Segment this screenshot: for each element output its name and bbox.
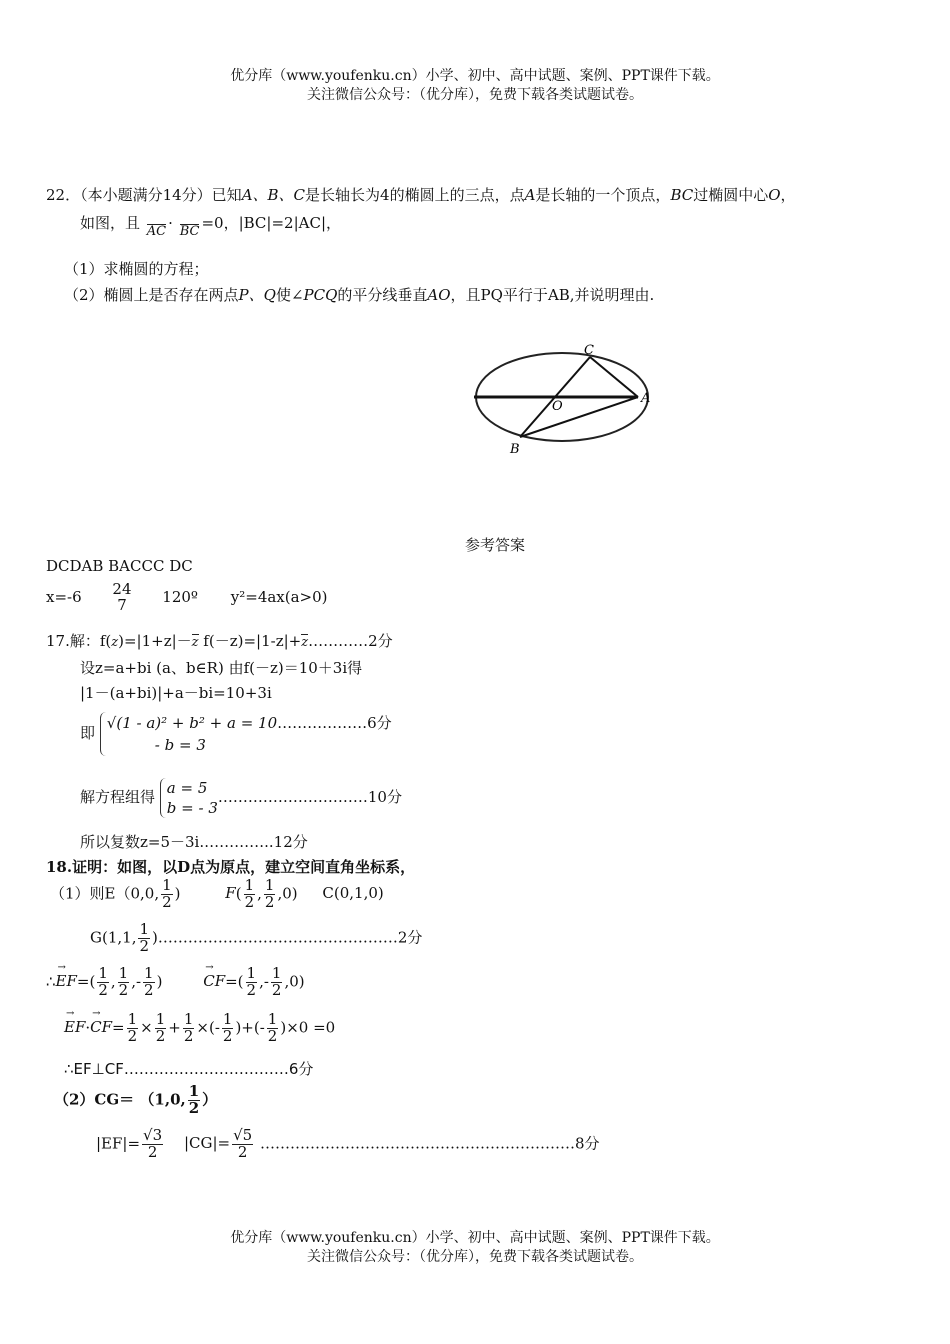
choice-answers: DCDAB BACCC DC (46, 557, 193, 575)
q22-line-2: 如图，且 AC · BC =0，|BC|=2|AC|， (80, 210, 341, 238)
fill-in-answers: x=-6 24 7 120º y²=4ax(a>0) (46, 580, 328, 614)
q18-part-2: （2）CG＝ （1,0, $\frac{1}{2}$ ） (54, 1082, 218, 1117)
q18-line-1: 18.证明：如图，以D点为原点，建立空间直角坐标系， (46, 858, 416, 876)
q22-part-1: （1）求椭圆的方程； (64, 260, 209, 278)
q18-coords-1: （1）则E（0,0, $\frac{1}{2}$ ) F( $\frac{1}{2}$ , $\frac{1}{2}$ ,0) C(0,1,0) (50, 876, 384, 911)
q18-g-coord: G(1,1, $\frac{1}{2}$ )…………………………………………2分 (90, 920, 423, 955)
q22-part-2: （2）椭圆上是否存在两点P、Q使∠PCQ的平分线垂直AO，且PQ平行于AB,并说明理由. (64, 286, 655, 304)
ellipse-figure (460, 340, 660, 460)
answers-title: 参考答案 (464, 536, 525, 554)
q18-vectors: ∴→ EF=( $\frac{1}{2}$ , $\frac{1}{2}$ ,- $\frac{1}{2}$ ) → CF=( $\frac{1}{2}$ ,- $\frac{1}{2}$ ,0) (46, 966, 305, 999)
vector-bc: BC (179, 223, 200, 239)
label-o: O (552, 399, 563, 414)
q17-system-1: 即 √(1 - a)² + b² + a = 10 - b = 3 ………………6分 (80, 714, 392, 754)
vector-ac: AC (146, 223, 167, 239)
header-line-2: 关注微信公众号：（优分库），免费下载各类试题试卷。 (307, 87, 643, 103)
q18-dot-product: → EF·→ CF= $\frac{1}{2}$ × $\frac{1}{2}$ + $\frac{1}{2}$ ×(- $\frac{1}{2}$ )+(- $\frac{1}{2}$ )×0 =0 (64, 1012, 335, 1045)
footer-line-1: 优分库（www.youfenku.cn）小学、初中、高中试题、案例、PPT课件下载。 (230, 1230, 720, 1246)
q18-perp: ∴EF⊥CF……………………………6分 (64, 1060, 314, 1078)
q17-system-2: 解方程组得 a = 5 b = - 3 …………………………10分 (80, 779, 402, 817)
q18-norms: |EF|= $\frac{√3}{2}$ |CG|= $\frac{√5}{2}$ ………………………………………………………8分 (96, 1126, 600, 1161)
q17-line-6: 所以复数z=5－3i.…………..12分 (80, 833, 308, 851)
label-c: C (584, 343, 594, 358)
footer-line-2: 关注微信公众号：（优分库），免费下载各类试题试卷。 (307, 1249, 643, 1265)
q17-line-2: 设z=a+bi (a、b∈R) 由f(－z)＝10＋3i得 (80, 659, 363, 677)
segment-ca (590, 357, 638, 397)
label-a: A (641, 391, 651, 406)
q17-line-3: |1－(a+bi)|+a－bi=10+3i (80, 684, 272, 702)
header-line-1: 优分库（www.youfenku.cn）小学、初中、高中试题、案例、PPT课件下载。 (230, 68, 720, 84)
label-b: B (510, 442, 520, 457)
q17-line-1: 17.解：f(z)=|1+z|－z f(－z)=|1-z|+z…………2分 (46, 632, 393, 650)
q22-line-1: 22．（本小题满分14分）已知A、B、C是长轴长为4的椭圆上的三点，点A是长轴的一个顶点，BC过椭圆中心O， (46, 186, 796, 204)
